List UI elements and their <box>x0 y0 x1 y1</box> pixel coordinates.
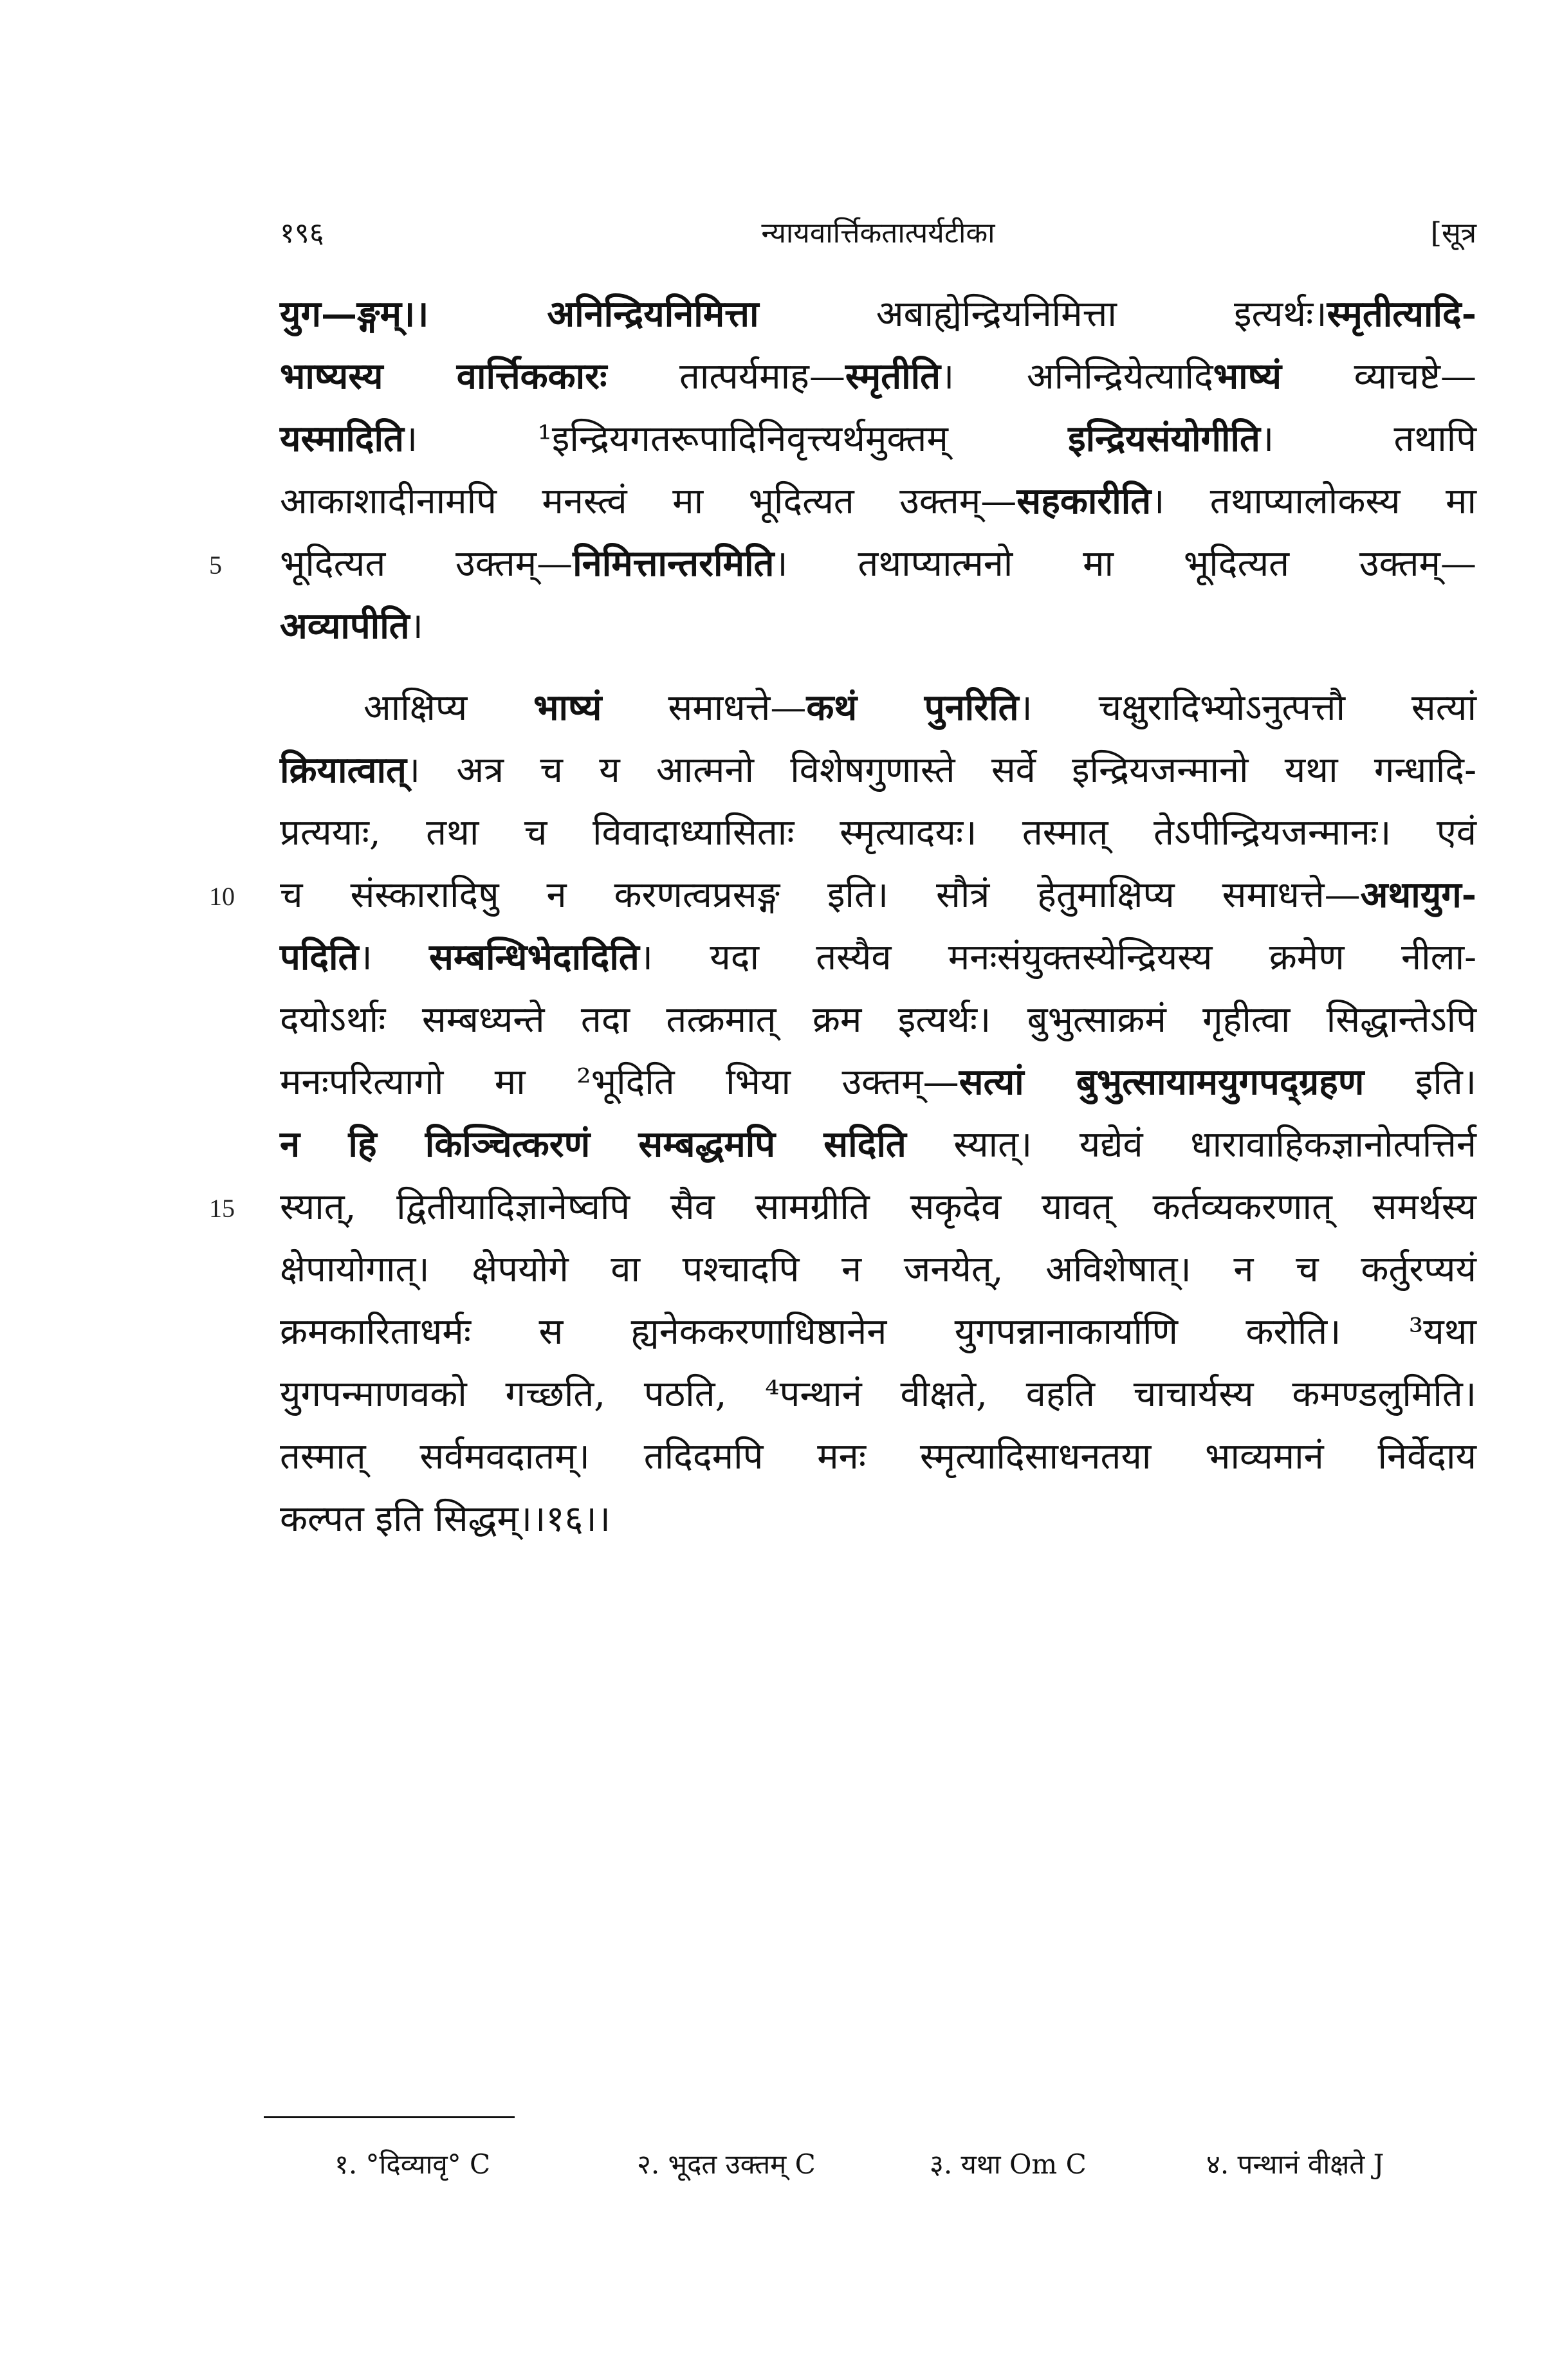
bold-lemma: स्मृतीति <box>845 355 941 398</box>
text-segment: युगपन्माणवको गच्छति, पठति, ⁴पन्थानं वीक्षते, वहति चाचार्यस्य कमण्डलुमिति। <box>280 1373 1476 1415</box>
footnote-2: २. भूदत उक्तम् C <box>637 2148 816 2180</box>
text-line <box>280 417 1476 461</box>
bold-lemma: क्रियात्वात् <box>280 749 407 791</box>
text-segment: आकाशादीनामपि मनस्त्वं मा भूदित्यत उक्तम्— <box>280 481 1017 522</box>
text-segment: स्यात्। यद्येवं धारावाहिकज्ञानोत्पत्तिर्न <box>906 1124 1476 1166</box>
footnote-4: ४. पन्थानं वीक्षते J <box>1206 2148 1384 2180</box>
text-segment: । तथाप्यालोकस्य मा <box>1151 481 1476 522</box>
bold-lemma: भाष्यं <box>1213 355 1282 398</box>
line-number: 15 <box>209 1194 235 1223</box>
bold-lemma: यस्मादिति <box>280 417 404 460</box>
text-segment: दयोऽर्थाः सम्बध्यन्ते तदा तत्क्रमात् क्रम इत्यर्थः। बुभुत्साक्रमं गृहीत्वा सिद्धान्तेऽपि <box>280 999 1476 1041</box>
bold-lemma: स्मृतीत्यादि- <box>1327 293 1476 335</box>
bold-lemma: पदिति <box>280 936 359 978</box>
text-line <box>280 936 1476 979</box>
footnote-3: ३. यथा Om C <box>930 2148 1087 2180</box>
bold-lemma: सहकारीति <box>1016 480 1152 522</box>
bold-lemma: सत्यां बुभुत्सायामयुगपद्ग्रहण <box>959 1061 1365 1103</box>
text-line <box>280 1497 1476 1541</box>
bold-lemma: अनिन्द्रियनिमित्ता <box>547 293 759 335</box>
text-segment: तात्पर्यमाह— <box>607 356 845 398</box>
line-number: 5 <box>209 551 222 580</box>
text-segment: मनःपरित्यागो मा ²भूदिति भिया उक्तम्— <box>280 1061 959 1103</box>
text-segment: भूदित्यत उक्तम्— <box>280 543 573 585</box>
text-segment: इति। <box>1364 1061 1476 1103</box>
text-segment: क्रमकारिताधर्मः स ह्यनेककरणाधिष्ठानेन युगपन्नानाकार्याणि करोति। ³यथा <box>280 1311 1476 1353</box>
bold-lemma: अथायुग- <box>1360 874 1476 916</box>
text-line <box>280 998 1476 1041</box>
text-line <box>280 874 1476 917</box>
text-line <box>280 749 1476 792</box>
text-line <box>280 542 1476 585</box>
text-line <box>280 1123 1476 1166</box>
bold-lemma: कथं पुनरिति <box>806 686 1019 729</box>
text-segment: । <box>409 605 423 647</box>
footnote-rule <box>264 2116 515 2118</box>
text-segment: । <box>358 937 429 978</box>
text-segment: । ¹इन्द्रियगतरूपादिनिवृत्त्यर्थमुक्तम् <box>403 418 1069 460</box>
footnotes <box>335 2145 1480 2190</box>
text-line <box>280 811 1476 854</box>
text-segment: समाधत्ते— <box>602 687 807 729</box>
bold-lemma: भाष्यं <box>533 686 602 729</box>
text-segment: च संस्कारादिषु न करणत्वप्रसङ्ग इति। सौत्रं हेतुमाक्षिप्य समाधत्ते— <box>280 874 1361 916</box>
text-line <box>280 1310 1476 1353</box>
text-segment: । अत्र च य आत्मनो विशेषगुणास्ते सर्वे इन्द्रियजन्मानो यथा गन्धादि- <box>406 749 1476 791</box>
text-segment: स्यात्, द्वितीयादिज्ञानेष्वपि सैव सामग्रीति सकृदेव यावत् कर्तव्यकरणात् समर्थस्य <box>280 1186 1476 1228</box>
line-number: 10 <box>209 882 235 911</box>
text-segment: प्रत्ययाः, तथा च विवादाध्यासिताः स्मृत्यादयः। तस्मात् तेऽपीन्द्रियजन्मानः। एवं <box>280 812 1476 854</box>
text-line <box>280 355 1476 398</box>
text-segment: क्षेपायोगात्। क्षेपयोगे वा पश्चादपि न जनयेत्, अविशेषात्। न च कर्तुरप्ययं <box>280 1249 1476 1290</box>
text-line <box>280 1435 1476 1478</box>
page-number: १९६ <box>280 217 324 250</box>
bold-lemma: अव्यापीति <box>280 605 410 647</box>
section-label: [सूत्र <box>1430 217 1476 250</box>
text-line <box>280 480 1476 523</box>
text-line <box>280 1373 1476 1416</box>
text-segment: । यदा तस्यैव मनःसंयुक्तस्येन्द्रियस्य क्रमेण नीला- <box>639 937 1477 978</box>
text-segment: कल्पत इति सिद्धम्।।१६।। <box>280 1498 611 1540</box>
text-segment: । तथाप्यात्मनो मा भूदित्यत उक्तम्— <box>774 543 1476 585</box>
text-segment: अबाह्येन्द्रियनिमित्ता इत्यर्थः। <box>758 293 1327 335</box>
text-segment: । तथापि <box>1260 418 1477 460</box>
bold-lemma: युग—ङ्गम्।। <box>280 293 547 335</box>
text-line <box>280 1248 1476 1291</box>
text-line <box>280 605 1476 648</box>
text-line <box>363 686 1476 729</box>
text-segment: । अनिन्द्रियेत्यादि <box>941 356 1213 398</box>
footnote-1: १. °दिव्यावृ° C <box>335 2148 491 2180</box>
text-segment: व्याचष्टे— <box>1281 356 1476 398</box>
text-line <box>280 1061 1476 1104</box>
running-title: न्यायवार्त्तिकतात्पर्यटीका <box>761 217 995 250</box>
text-line <box>280 1185 1476 1229</box>
text-segment: तस्मात् सर्वमवदातम्। तदिदमपि मनः स्मृत्यादिसाधनतया भाव्यमानं निर्वेदाय <box>280 1436 1476 1478</box>
text-segment: आक्षिप्य <box>363 687 534 729</box>
bold-lemma: निमित्तान्तरमिति <box>573 542 775 585</box>
bold-lemma: सम्बन्धिभेदादिति <box>428 936 639 978</box>
text-segment: । चक्षुरादिभ्योऽनुत्पत्तौ सत्यां <box>1018 687 1477 729</box>
bold-lemma: न हि किञ्चित्करणं सम्बद्धमपि सदिति <box>280 1123 906 1166</box>
bold-lemma: भाष्यस्य वार्त्तिककारः <box>280 355 607 398</box>
bold-lemma: इन्द्रियसंयोगीति <box>1068 417 1260 460</box>
text-line <box>280 293 1476 336</box>
running-header <box>280 212 1476 270</box>
